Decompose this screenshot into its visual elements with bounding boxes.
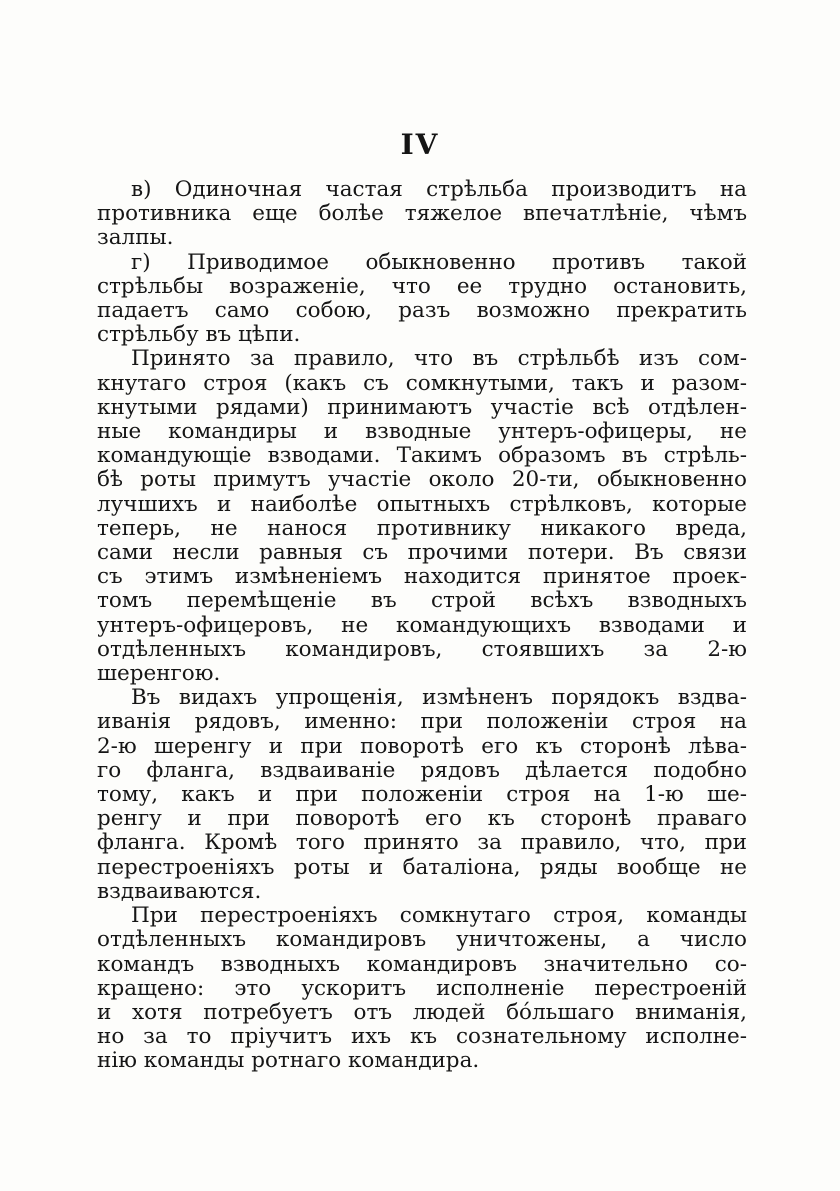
text-line: ные командиры и взводные унтеръ-офицеры, не bbox=[97, 419, 747, 445]
text-line: шеренгою. bbox=[97, 661, 221, 687]
text-line: кнутаго строя (какъ съ сомкнутыми, такъ и разом- bbox=[97, 370, 747, 396]
text-line: но за то прiучитъ ихъ къ сознательному исполне- bbox=[97, 1024, 747, 1050]
paragraph-v bbox=[97, 178, 747, 251]
text-line: перестроенiяхъ роты и баталiона, ряды вообще не bbox=[97, 854, 747, 880]
page-number: IV bbox=[400, 128, 440, 161]
text-line: командующiе взводами. Такимъ образомъ въ стрѣль- bbox=[97, 443, 747, 469]
paragraph-rule bbox=[97, 347, 747, 686]
text-line: 2-ю шеренгу и при поворотѣ его къ сторонѣ лѣва- bbox=[97, 733, 747, 759]
text-line: вздваиваются. bbox=[97, 878, 262, 904]
text-line: бѣ роты примутъ участiе около 20-ти, обыкновенно bbox=[97, 467, 747, 493]
text-line: сами несли равныя съ прочими потери. Въ связи bbox=[97, 540, 747, 566]
text-line: ренгу и при поворотѣ его къ сторонѣ праваго bbox=[97, 806, 747, 832]
paragraph-g bbox=[97, 251, 747, 348]
text-line: теперь, не нанося противнику никакого вреда, bbox=[97, 515, 747, 541]
paragraph-commands bbox=[97, 904, 747, 1073]
text-line: томъ перемѣщенiе въ строй всѣхъ взводныхъ bbox=[97, 588, 747, 614]
text-line: фланга. Кромѣ того принято за правило, что, при bbox=[97, 830, 747, 856]
text-line: отдѣленныхъ командировъ уничтожены, а число bbox=[97, 927, 747, 953]
text-line: иванiя рядовъ, именно: при положенiи строя на bbox=[97, 709, 747, 735]
body-text bbox=[97, 178, 747, 1074]
text-line: тому, какъ и при положенiи строя на 1-ю ше- bbox=[97, 782, 747, 808]
text-line: противника еще болѣе тяжелое впечатлѣнiе, чѣмъ bbox=[97, 201, 747, 227]
text-line: унтеръ-офицеровъ, не командующихъ взводами и bbox=[97, 612, 747, 638]
text-line: съ этимъ измѣненiемъ находится принятое проек- bbox=[97, 564, 747, 590]
text-line: и хотя потребуетъ отъ людей бóльшаго вниманiя, bbox=[97, 999, 747, 1025]
text-line: лучшихъ и наиболѣе опытныхъ стрѣлковъ, которые bbox=[97, 491, 747, 517]
text-line: залпы. bbox=[97, 225, 174, 251]
text-line: стрѣльбы возраженiе, что ее трудно остановить, bbox=[97, 273, 747, 299]
text-line: При перестроенiяхъ сомкнутаго строя, команды bbox=[131, 903, 747, 929]
text-line: отдѣленныхъ командировъ, стоявшихъ за 2-ю bbox=[97, 636, 747, 662]
text-line: нiю команды ротнаго командира. bbox=[97, 1048, 480, 1074]
text-line: кращено: это ускоритъ исполненiе перестроенiй bbox=[97, 975, 747, 1001]
text-line: в) Одиночная частая стрѣльба производитъ на bbox=[131, 177, 747, 202]
paragraph-doubling bbox=[97, 686, 747, 904]
text-line: падаетъ само собою, разъ возможно прекратить bbox=[97, 298, 747, 324]
text-line: стрѣльбу въ цѣпи. bbox=[97, 322, 301, 348]
text-line: Въ видахъ упрощенiя, измѣненъ порядокъ вздва- bbox=[131, 685, 747, 711]
text-line: командъ взводныхъ командировъ значительно со- bbox=[97, 951, 747, 977]
text-line: го фланга, вздваиванiе рядовъ дѣлается подобно bbox=[97, 757, 747, 783]
text-line: г) Приводимое обыкновенно противъ такой bbox=[131, 249, 747, 275]
text-line: кнутыми рядами) принимаютъ участiе всѣ отдѣлен- bbox=[97, 394, 747, 420]
text-line: Принято за правило, что въ стрѣльбѣ изъ сом- bbox=[131, 346, 747, 372]
